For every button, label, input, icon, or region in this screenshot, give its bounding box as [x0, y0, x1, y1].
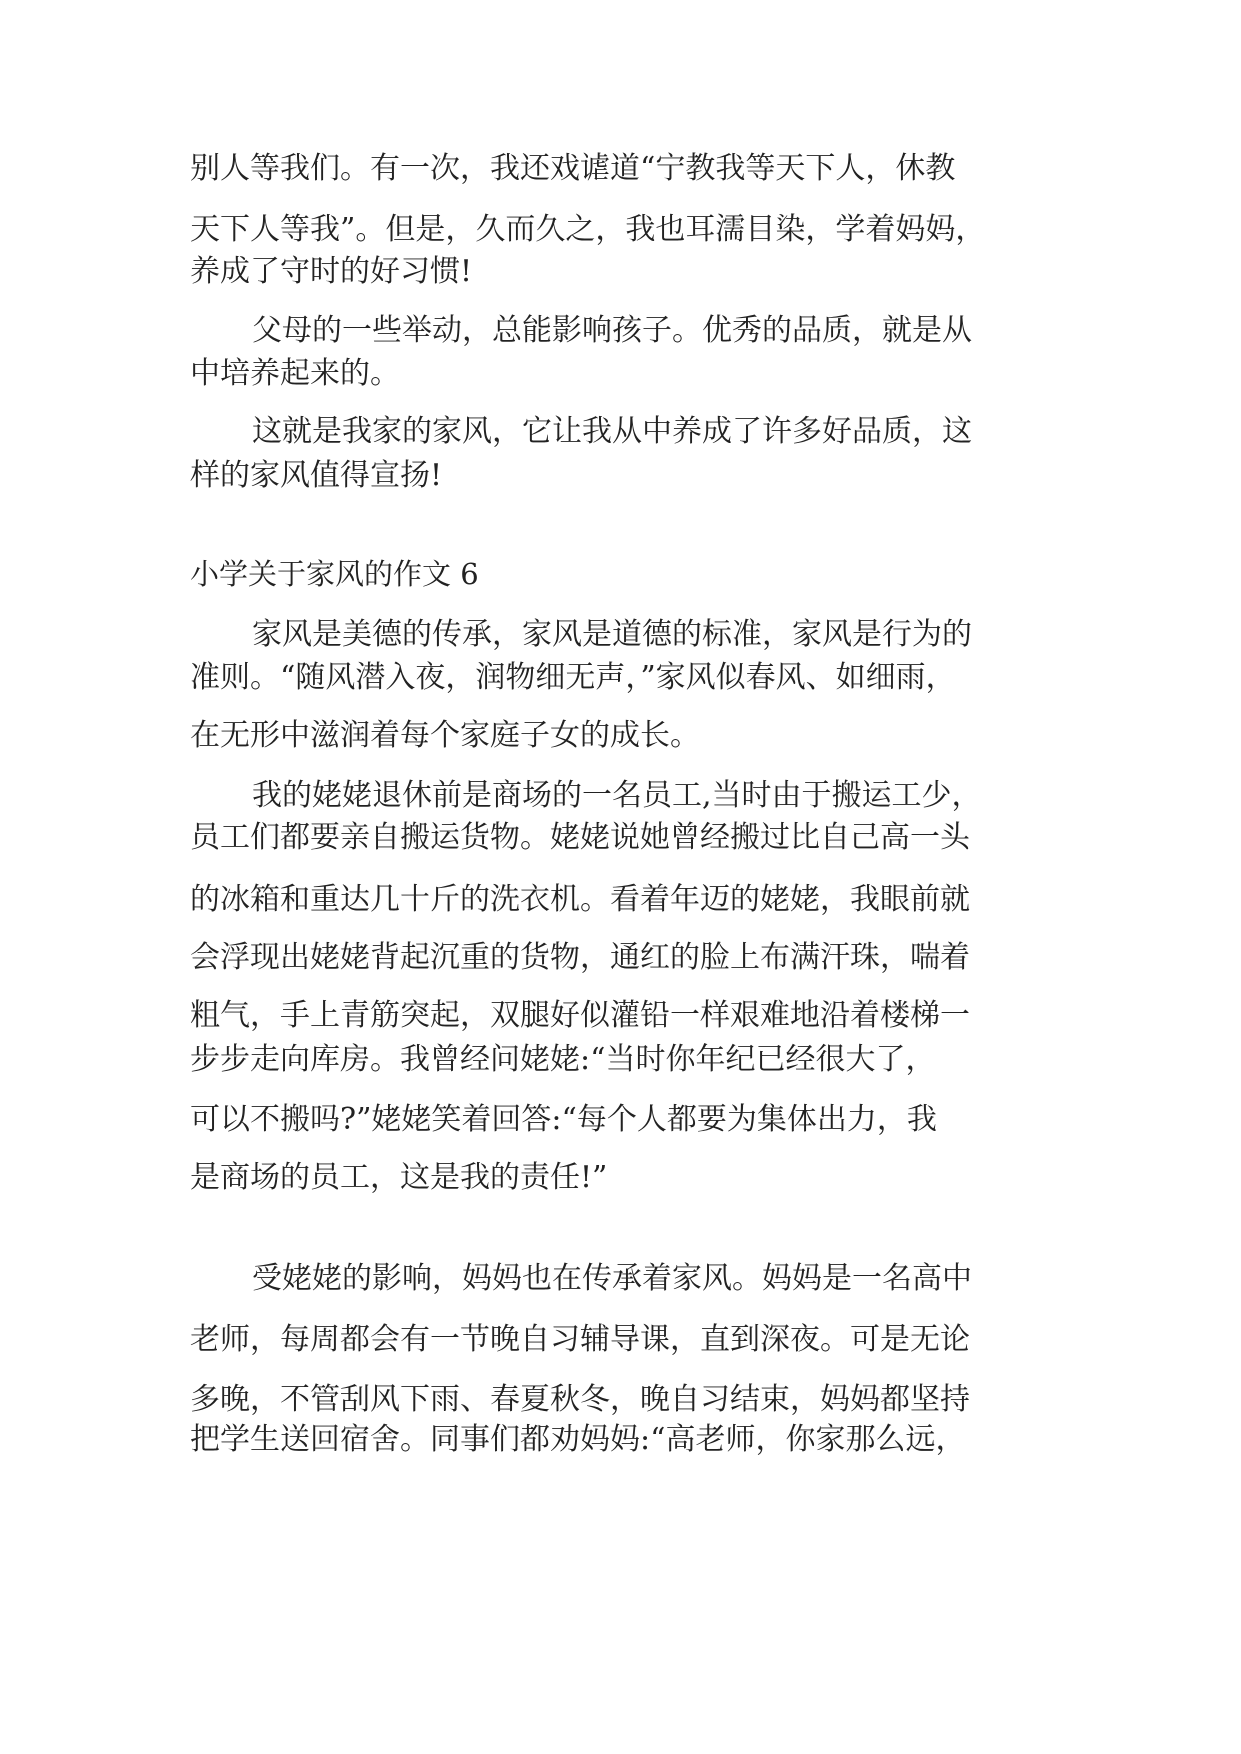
text-line: 这就是我家的家风，它让我从中养成了许多好品质，这 — [252, 414, 972, 449]
text-line: 准则。“随风潜入夜，润物细无声，”家风似春风、如细雨， — [190, 660, 956, 695]
text-line: 是商场的员工，这是我的责任!” — [190, 1160, 608, 1195]
text-line: 天下人等我”。但是，久而久之，我也耳濡目染，学着妈妈， — [190, 212, 986, 247]
text-line: 受姥姥的影响，妈妈也在传承着家风。妈妈是一名高中 — [252, 1261, 972, 1296]
text-line: 家风是美德的传承，家风是道德的标准，家风是行为的 — [252, 617, 972, 652]
text-line: 父母的一些举动，总能影响孩子。优秀的品质，就是从 — [252, 313, 972, 348]
section-heading: 小学关于家风的作文 6 — [190, 557, 479, 591]
text-line: 可以不搬吗?”姥姥笑着回答:“每个人都要为集体出力，我 — [190, 1102, 937, 1137]
text-line: 样的家风值得宣扬! — [190, 458, 443, 493]
text-line: 我的姥姥退休前是商场的一名员工,当时由于搬运工少， — [252, 778, 982, 813]
text-line: 会浮现出姥姥背起沉重的货物，通红的脸上布满汗珠，喘着 — [190, 940, 970, 975]
text-line: 中培养起来的。 — [190, 356, 400, 391]
text-line: 老师，每周都会有一节晚自习辅导课，直到深夜。可是无论 — [190, 1322, 970, 1357]
text-line: 在无形中滋润着每个家庭子女的成长。 — [190, 718, 700, 753]
text-line: 养成了守时的好习惯! — [190, 254, 473, 289]
text-line: 多晚，不管刮风下雨、春夏秋冬，晚自习结束，妈妈都坚持 — [190, 1382, 970, 1417]
text-line: 步步走向库房。我曾经问姥姥:“当时你年纪已经很大了， — [190, 1042, 936, 1077]
text-line: 员工们都要亲自搬运货物。姥姥说她曾经搬过比自己高一头 — [190, 820, 970, 855]
text-line: 的冰箱和重达几十斤的洗衣机。看着年迈的姥姥，我眼前就 — [190, 882, 970, 917]
text-line: 粗气，手上青筋突起，双腿好似灌铅一样艰难地沿着楼梯一 — [190, 998, 970, 1033]
text-line: 别人等我们。有一次，我还戏谑道“宁教我等天下人，休教 — [190, 151, 956, 186]
text-line: 把学生送回宿舍。同事们都劝妈妈:“高老师，你家那么远， — [190, 1422, 966, 1457]
